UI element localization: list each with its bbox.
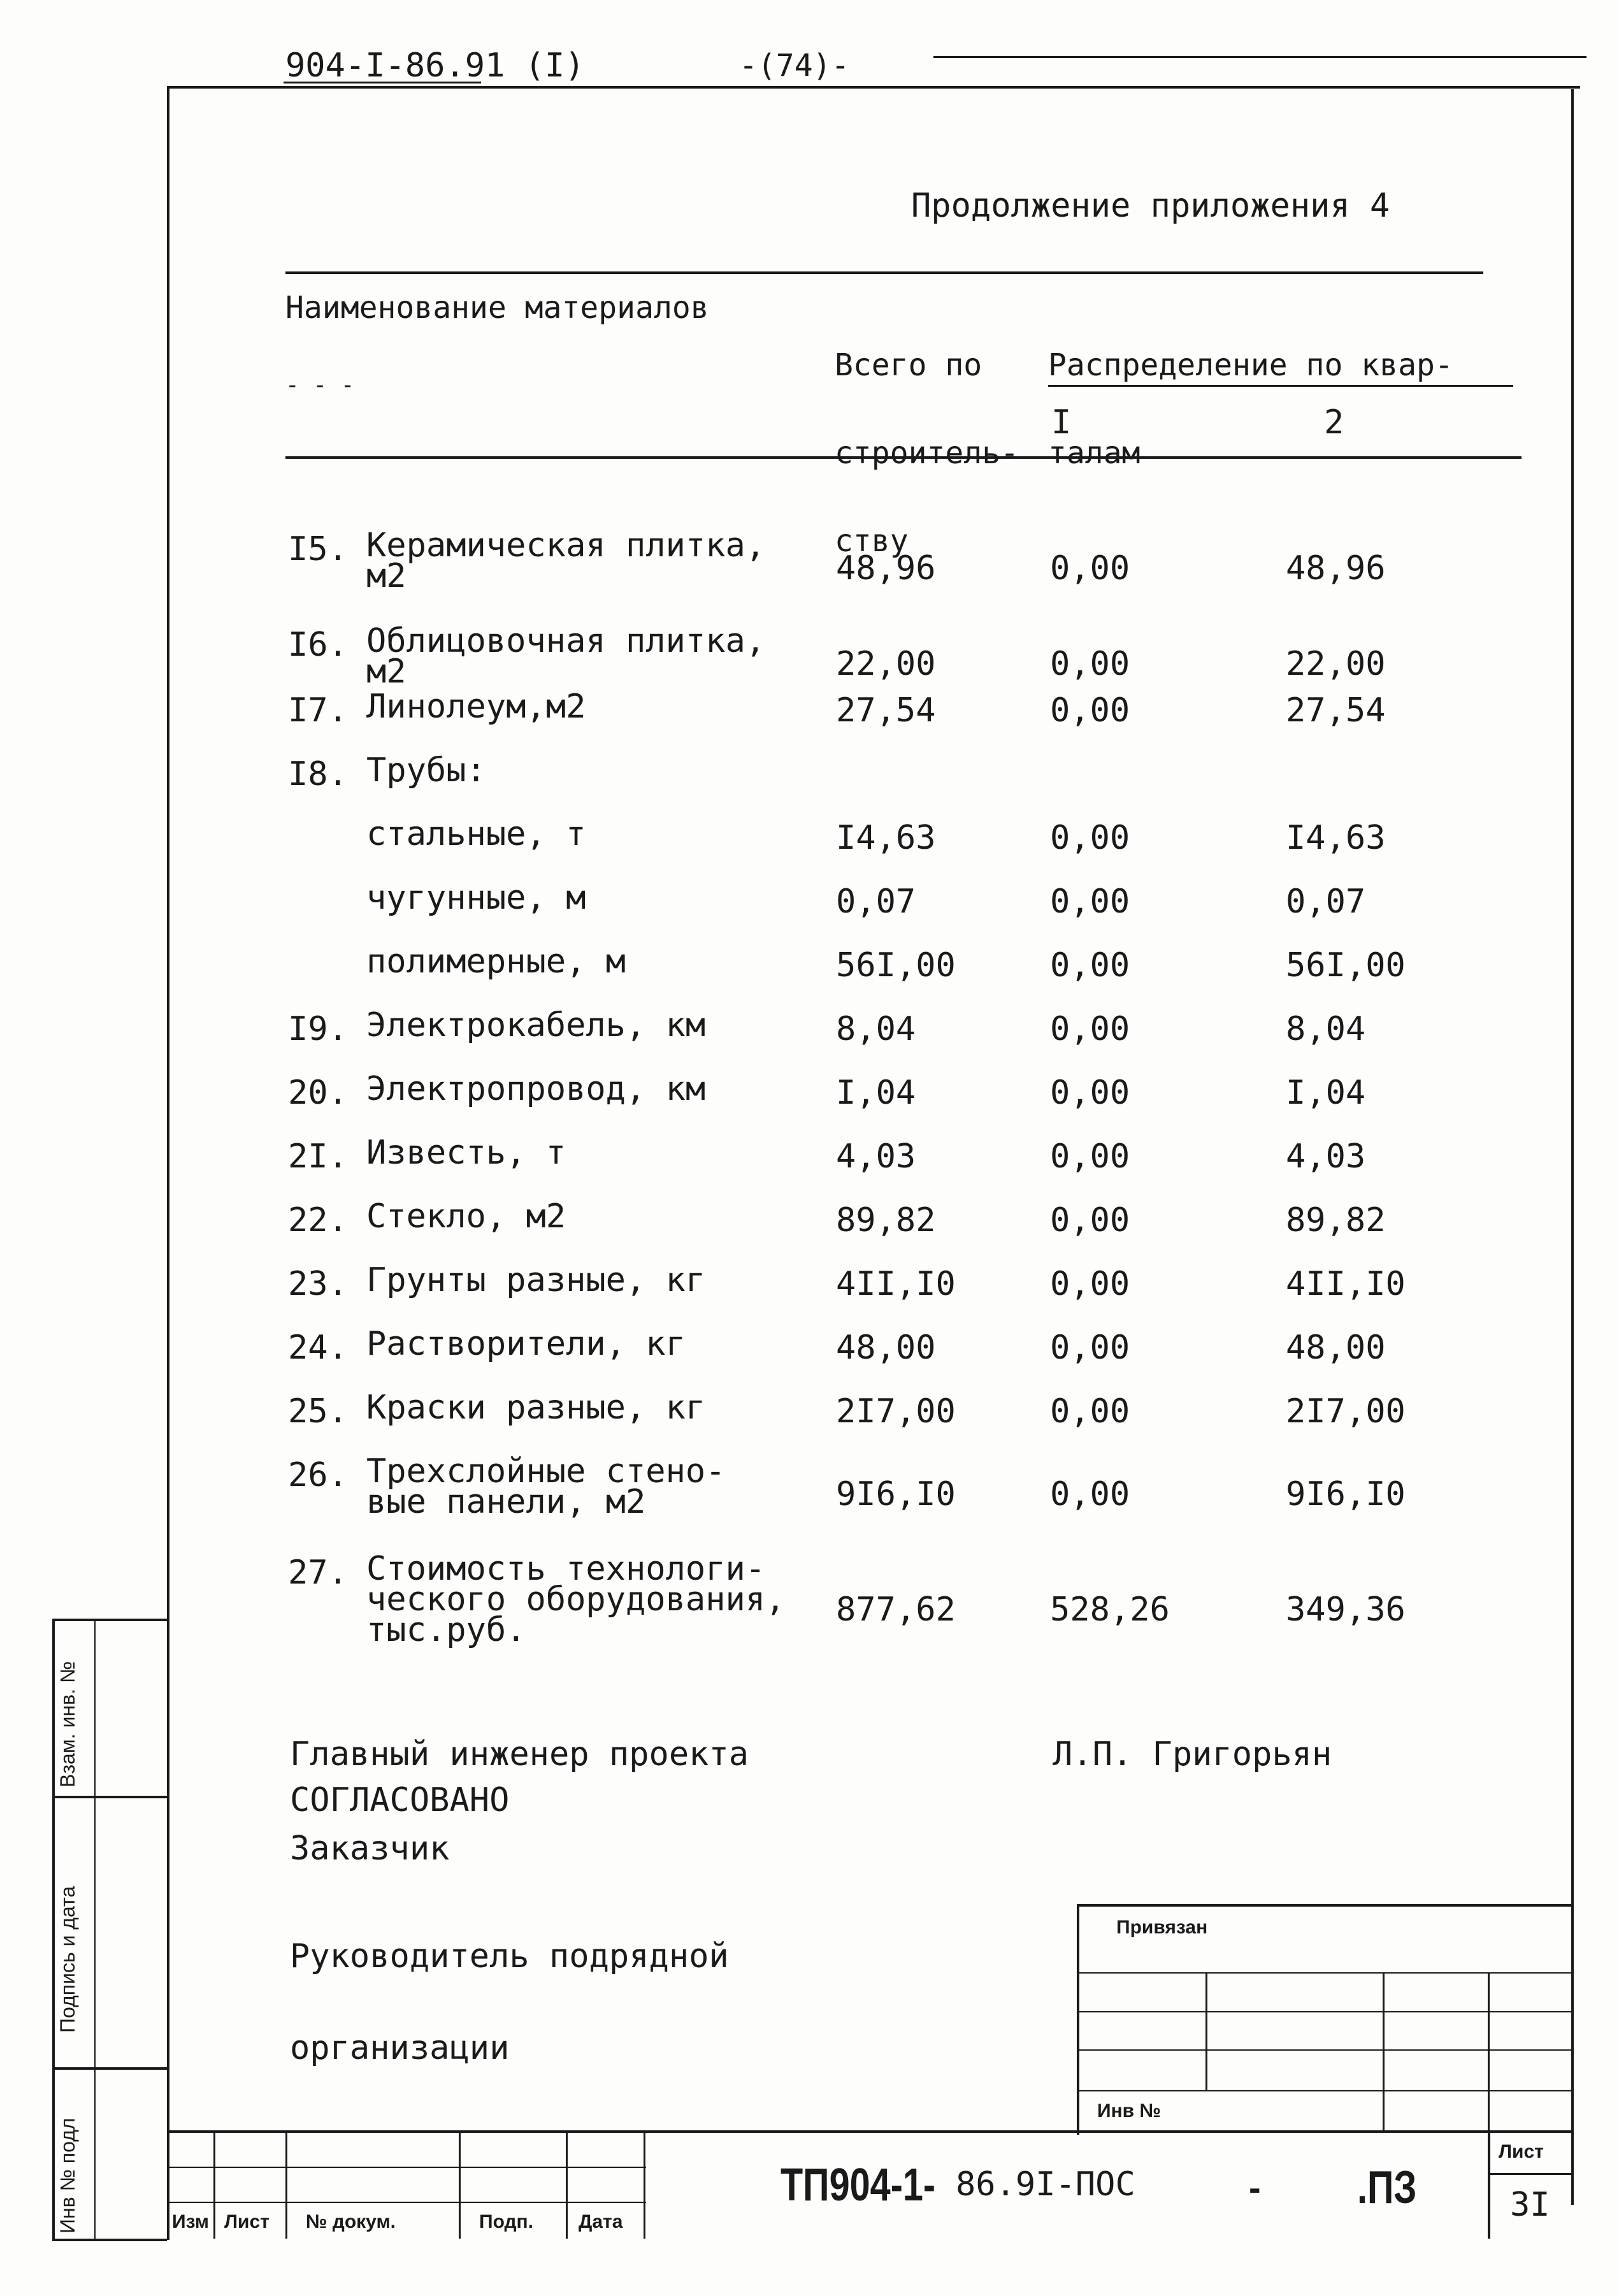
document-code-top: 904-I-86.91 (I) <box>285 47 585 85</box>
row-quarter-2: 349,36 <box>1286 1591 1406 1629</box>
row-quarter-2: 22,00 <box>1286 645 1386 683</box>
row-number: 23. <box>288 1265 348 1303</box>
row-number: 25. <box>288 1392 348 1431</box>
row-quarter-2: 48,96 <box>1286 549 1386 588</box>
row-material-name: Керамическая плитка, м2 <box>366 526 766 595</box>
row-quarter-1: 0,00 <box>1050 819 1130 857</box>
col-doc-number: № докум. <box>306 2211 396 2232</box>
row-material-name: Трубы: <box>366 751 486 790</box>
row-quarter-1: 0,00 <box>1050 1475 1130 1513</box>
chief-engineer-label: Главный инженер проекта <box>290 1735 749 1773</box>
side-label-original-inv: Инв № подл <box>56 2118 79 2234</box>
col-signature: Подп. <box>479 2211 533 2232</box>
row-material-name: Известь, т <box>366 1134 566 1172</box>
row-total: 2I7,00 <box>836 1392 956 1431</box>
col-header-q2: 2 <box>1324 403 1344 442</box>
side-label-replacement: Взам. инв. № <box>56 1661 79 1787</box>
col-list: Лист <box>224 2211 270 2232</box>
row-quarter-1: 0,00 <box>1050 883 1130 921</box>
row-total: 8,04 <box>836 1010 916 1048</box>
contractor-label: Руководитель подрядной организации <box>290 1937 729 2067</box>
row-quarter-2: 27,54 <box>1286 691 1386 730</box>
row-number: I6. <box>288 626 348 664</box>
row-total: 56I,00 <box>836 946 956 985</box>
col-date: Дата <box>579 2211 623 2232</box>
row-total: 89,82 <box>836 1201 936 1239</box>
top-underline <box>284 82 481 83</box>
row-total: 27,54 <box>836 691 936 730</box>
row-number: 24. <box>288 1329 348 1367</box>
row-quarter-2: 89,82 <box>1286 1201 1386 1239</box>
row-quarter-2: 0,07 <box>1286 883 1366 921</box>
row-quarter-1: 0,00 <box>1050 1392 1130 1431</box>
row-total: I,04 <box>836 1074 916 1112</box>
row-quarter-1: 0,00 <box>1050 1137 1130 1176</box>
row-quarter-2: 4,03 <box>1286 1137 1366 1176</box>
row-total: 22,00 <box>836 645 936 683</box>
row-quarter-1: 0,00 <box>1050 946 1130 985</box>
row-material-name: Стоимость технологи- ческого оборудования, тыс.руб. <box>366 1550 786 1649</box>
row-quarter-2: 56I,00 <box>1286 946 1406 985</box>
row-material-name: стальные, т <box>366 815 586 853</box>
row-material-name: Грунты разные, кг <box>366 1261 706 1299</box>
col-izm: Изм <box>172 2211 209 2232</box>
row-material-name: Трехслойные стено- вые панели, м2 <box>366 1452 726 1521</box>
project-code: ТП904-1- <box>781 2160 936 2211</box>
row-total: 4,03 <box>836 1137 916 1176</box>
row-quarter-2: 2I7,00 <box>1286 1392 1406 1431</box>
row-total: 9I6,I0 <box>836 1475 956 1513</box>
row-quarter-2: 9I6,I0 <box>1286 1475 1406 1513</box>
row-number: I9. <box>288 1010 348 1048</box>
row-material-name: полимерные, м <box>366 942 626 981</box>
row-number: I5. <box>288 530 348 568</box>
row-number: 26. <box>288 1456 348 1494</box>
section-code: .ПЗ <box>1357 2162 1417 2213</box>
row-number: 27. <box>288 1554 348 1592</box>
sheet-label: Лист <box>1499 2141 1544 2162</box>
bound-label: Привязан <box>1116 1917 1208 1938</box>
row-number: I7. <box>288 691 348 730</box>
row-material-name: Электрокабель, км <box>366 1006 706 1044</box>
row-quarter-1: 0,00 <box>1050 1010 1130 1048</box>
row-quarter-1: 0,00 <box>1050 1201 1130 1239</box>
row-quarter-1: 0,00 <box>1050 549 1130 588</box>
row-quarter-2: 48,00 <box>1286 1329 1386 1367</box>
row-material-name: Стекло, м2 <box>366 1197 566 1236</box>
col-header-distribution: Распределение по квар- талам <box>1048 347 1453 471</box>
appendix-heading: Продолжение приложения 4 <box>911 187 1390 225</box>
top-right-line <box>933 56 1587 58</box>
row-quarter-1: 0,00 <box>1050 691 1130 730</box>
table-top-rule <box>285 271 1483 274</box>
side-label-signature-date: Подпись и дата <box>56 1886 79 2033</box>
row-quarter-1: 0,00 <box>1050 1329 1130 1367</box>
project-code-suffix: 86.9I-ПОС <box>956 2165 1135 2204</box>
inv-label: Инв № <box>1097 2100 1161 2121</box>
row-material-name: Краски разные, кг <box>366 1389 706 1427</box>
row-quarter-1: 528,26 <box>1050 1591 1170 1629</box>
quarter-subrule <box>1048 385 1513 387</box>
code-dash: - <box>1249 2167 1261 2207</box>
row-total: 48,96 <box>836 549 936 588</box>
row-quarter-2: 4II,I0 <box>1286 1265 1406 1303</box>
page-number-top: -(74)- <box>739 48 850 83</box>
col-header-total: Всего по строитель- ству <box>835 347 1019 559</box>
row-material-name: Электропровод, км <box>366 1070 706 1108</box>
frame-left <box>167 86 169 2240</box>
agreed-label: СОГЛАСОВАНО <box>290 1781 510 1819</box>
row-number: 22. <box>288 1201 348 1239</box>
row-number: 2I. <box>288 1137 348 1176</box>
row-total: I4,63 <box>836 819 936 857</box>
frame-top <box>167 86 1580 89</box>
row-material-name: чугунные, м <box>366 879 586 917</box>
row-quarter-1: 0,00 <box>1050 1265 1130 1303</box>
customer-label: Заказчик <box>290 1830 450 1868</box>
row-quarter-2: 8,04 <box>1286 1010 1366 1048</box>
row-number: I8. <box>288 755 348 793</box>
sheet-number: 3I <box>1510 2186 1550 2224</box>
col-header-q1: I <box>1051 403 1072 442</box>
row-total: 48,00 <box>836 1329 936 1367</box>
row-total: 877,62 <box>836 1591 956 1629</box>
header-dash-mark: - - - <box>285 372 355 398</box>
table-header-bottom-rule <box>285 456 1522 459</box>
row-material-name: Линолеум,м2 <box>366 688 586 726</box>
row-quarter-1: 0,00 <box>1050 1074 1130 1112</box>
row-quarter-2: I4,63 <box>1286 819 1386 857</box>
col-header-materials: Наименование материалов <box>285 290 709 326</box>
row-number: 20. <box>288 1074 348 1112</box>
row-total: 0,07 <box>836 883 916 921</box>
row-quarter-2: I,04 <box>1286 1074 1366 1112</box>
row-material-name: Облицовочная плитка, м2 <box>366 622 766 691</box>
row-total: 4II,I0 <box>836 1265 956 1303</box>
row-material-name: Растворители, кг <box>366 1325 686 1363</box>
row-quarter-1: 0,00 <box>1050 645 1130 683</box>
frame-right <box>1571 89 1574 2205</box>
chief-engineer-name: Л.П. Григорьян <box>1053 1735 1332 1773</box>
